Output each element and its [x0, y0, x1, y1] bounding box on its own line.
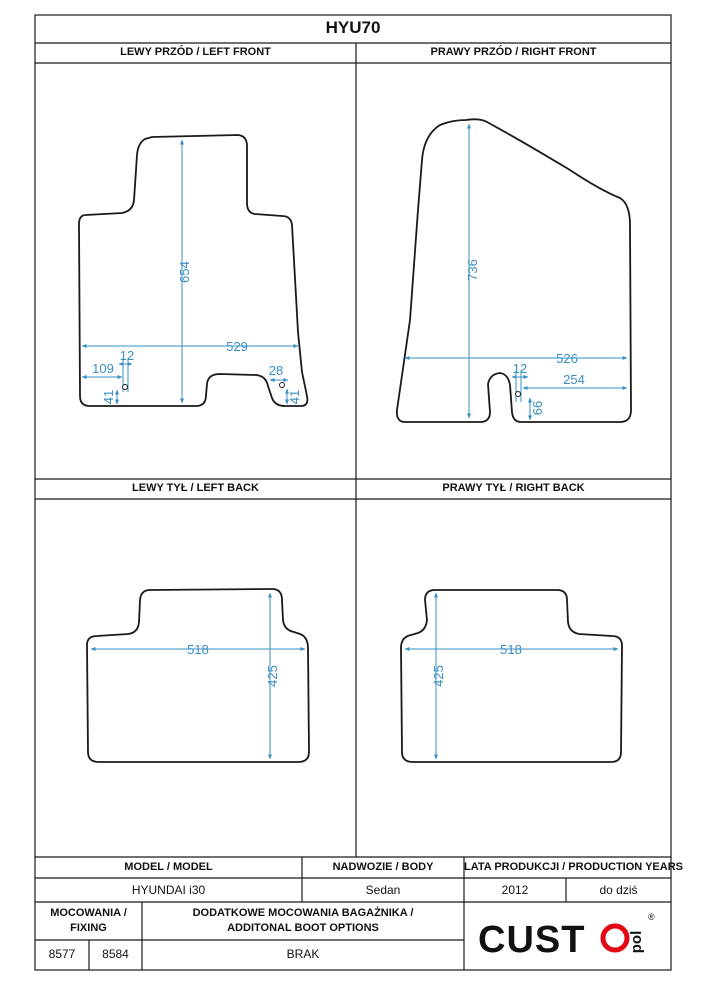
panel-title-right-back: PRAWY TYŁ / RIGHT BACK [442, 482, 585, 494]
logo-text-sub: pol [628, 930, 645, 954]
left-front-28-label: 28 [268, 363, 284, 378]
boot-header-line2: ADDITONAL BOOT OPTIONS [227, 922, 379, 934]
left-front-41b-label: 41 [287, 389, 302, 405]
fixing-header-line1: MOCOWANIA / [50, 907, 127, 919]
panel-title-right-front: PRAWY PRZÓD / RIGHT FRONT [430, 46, 597, 58]
left-front-height-label: 654 [177, 261, 192, 283]
left-front-109-label: 109 [92, 361, 114, 376]
logo-registered-mark: ® [648, 912, 655, 922]
logo-o-ring [603, 926, 627, 950]
panel-title-left-front: LEWY PRZÓD / LEFT FRONT [120, 46, 271, 58]
left-front-width-label: 529 [226, 339, 248, 354]
left-back-mat [87, 589, 309, 762]
right-back-width-label: 518 [500, 642, 522, 657]
year-from-value: 2012 [501, 883, 529, 897]
fixing-value-2: 8584 [102, 947, 129, 961]
right-front-width-label: 526 [556, 351, 578, 366]
left-front-12-label: 12 [119, 348, 135, 363]
product-code: HYU70 [325, 18, 381, 37]
right-front-254-label: 254 [563, 372, 585, 387]
right-front-height-label: 736 [465, 259, 480, 281]
panel-title-left-back: LEWY TYŁ / LEFT BACK [132, 482, 259, 494]
logo-text-main: CUST [478, 919, 586, 961]
fixing-value-1: 8577 [48, 947, 76, 961]
custopol-logo [464, 902, 671, 970]
right-front-12-label: 12 [512, 361, 528, 376]
model-value: HYUNDAI i30 [131, 883, 206, 897]
body-header: NADWOZIE / BODY [332, 861, 434, 873]
left-back-width-label: 518 [187, 642, 209, 657]
right-back-height-label: 425 [431, 665, 446, 687]
body-value: Sedan [365, 883, 401, 897]
model-header: MODEL / MODEL [124, 861, 213, 873]
year-to-value: do dziś [599, 883, 638, 897]
right-front-mat [397, 119, 631, 422]
right-back-mat [401, 590, 622, 762]
left-front-41a-label: 41 [101, 389, 116, 405]
boot-value: BRAK [286, 947, 320, 961]
left-back-height-label: 425 [265, 665, 280, 687]
fixing-header-line2: FIXING [70, 922, 107, 934]
boot-header-line1: DODATKOWE MOCOWANIA BAGAŻNIKA / [192, 907, 414, 919]
right-front-66-label: 66 [530, 400, 545, 416]
years-header: LATA PRODUKCJI / PRODUCTION YEARS [464, 861, 683, 873]
left-front-mat [79, 135, 307, 406]
